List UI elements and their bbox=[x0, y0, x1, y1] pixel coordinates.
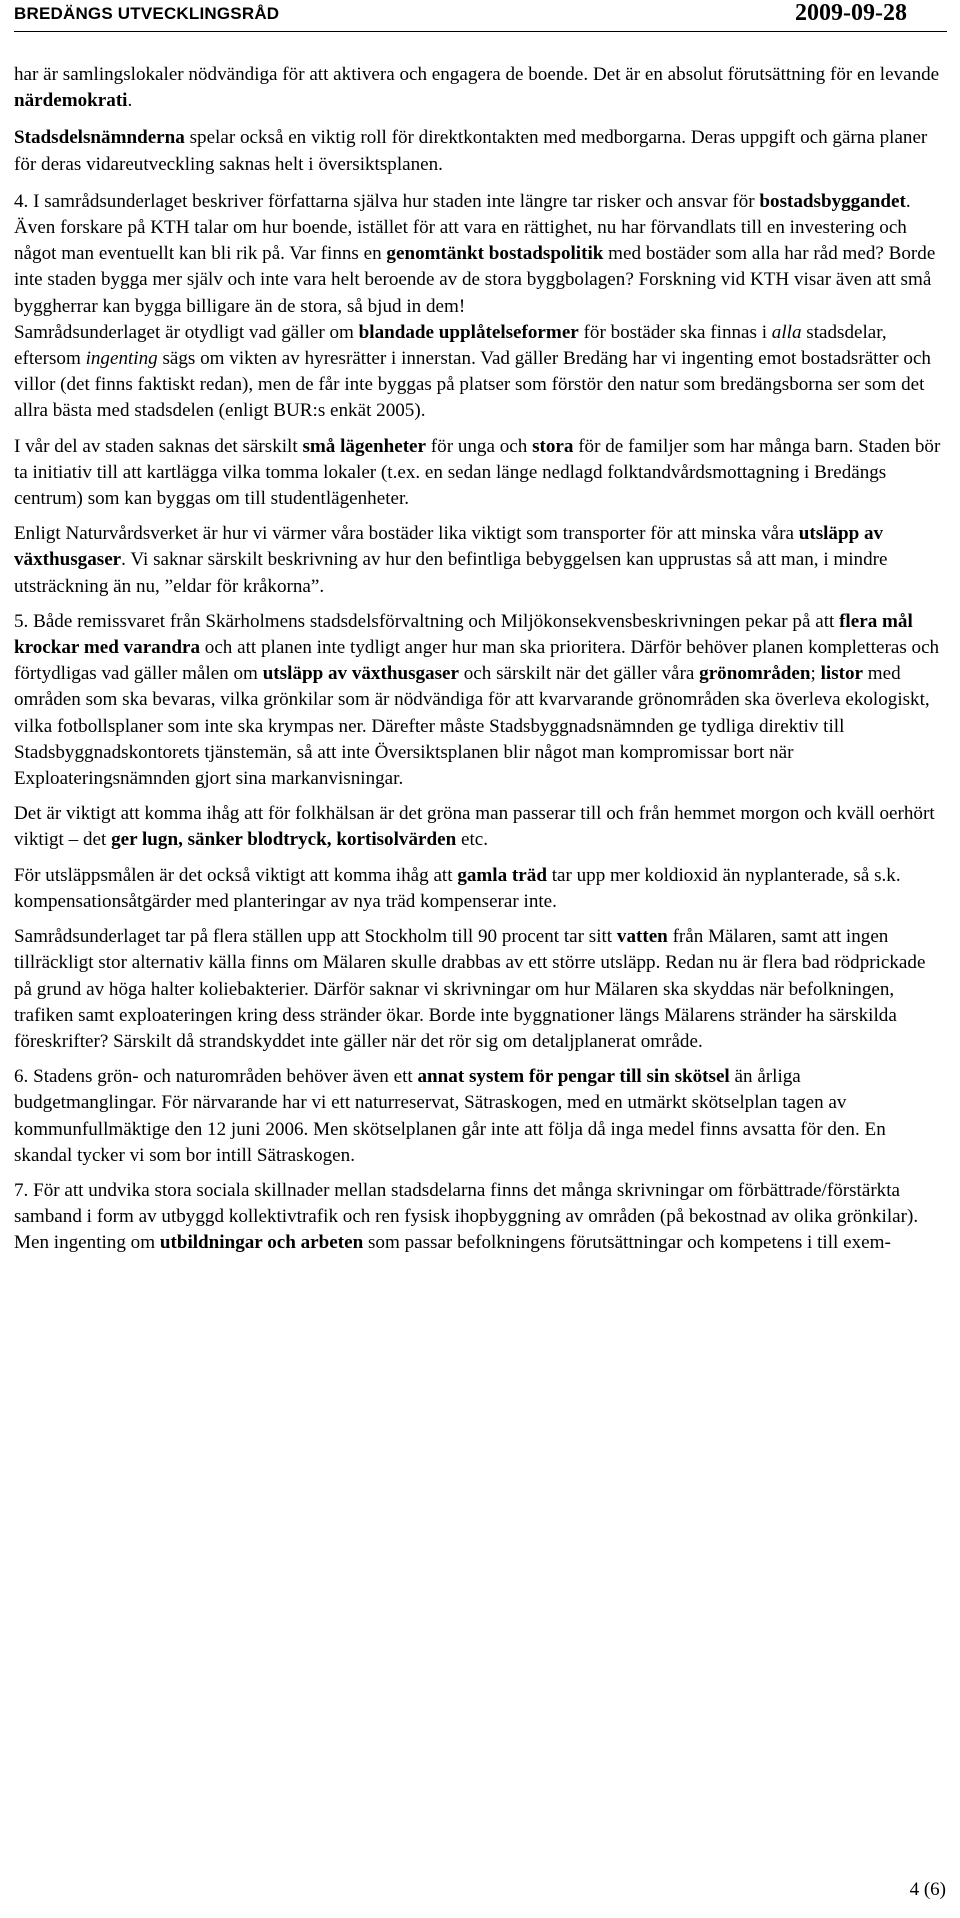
bold-text: utbildningar och arbeten bbox=[159, 1232, 364, 1254]
bold-text: utsläpp av växthusgaser bbox=[14, 523, 884, 571]
text-run: för de familjer som har många barn. Staden bör ta initiativ till att kartlägga vilka tomma lokaler (t.ex. en sedan länge nedlagd folktandvårdsmottagning i Bredängs centrum) som kan byggas om till studentlägenheter. bbox=[14, 435, 941, 510]
bold-text: grönområden bbox=[699, 663, 811, 685]
text-run: etc. bbox=[456, 829, 489, 851]
text-run: Samrådsunderlaget är otydligt vad gäller om bbox=[14, 321, 359, 343]
bold-text: blandade upplåtelseformer bbox=[358, 321, 579, 343]
text-run: . Även forskare på KTH talar om hur boende, istället för att vara en rättighet, nu har förvandlats till en investering och något man eventuellt kan bli rik på. Var finns en bbox=[14, 190, 911, 265]
text-run: för unga och bbox=[426, 435, 533, 457]
text-run: tar upp mer koldioxid än nyplanterade, så s.k. kompensationsåtgärder med planteringar av nya träd kompenserar inte. bbox=[14, 864, 901, 912]
text-run: sägs om vikten av hyresrätter i innerstan. Vad gäller Bredäng har vi ingenting emot bostadsrätter och villor (det finns faktiskt redan), men de får inte byggas på platser som förstör den natur som bredängsborna ser som det allra bästa med stadsdelen (enligt BUR:s enkät 2005). bbox=[14, 348, 931, 422]
bold-text: listor bbox=[820, 663, 864, 685]
bold-text: flera mål krockar med varandra bbox=[14, 610, 913, 659]
bold-text: annat system för pengar till sin skötsel bbox=[417, 1066, 730, 1088]
paragraph bbox=[14, 1064, 947, 1169]
paragraph bbox=[14, 189, 947, 320]
document-body bbox=[14, 62, 947, 1266]
text-run: Det är viktigt att komma ihåg att för folkhälsan är det gröna man passerar till och från hemmet morgon och kväll oerhört viktigt – det bbox=[14, 803, 935, 851]
paragraph bbox=[14, 125, 947, 177]
text-run: har är samlingslokaler nödvändiga för att aktivera och engagera de boende. Det är en absolut förutsättning för en levande bbox=[14, 64, 940, 85]
document-date: 2009-09-28 bbox=[795, 0, 907, 26]
text-run: 6. Stadens grön- och naturområden behöver även ett bbox=[14, 1066, 418, 1088]
text-run: än årliga budgetmanglingar. För närvarande har vi ett naturreservat, Sätraskogen, med en utmärkt skötselplan tagen av kommunfullmäktige den 12 juni 2006. Men skötselplanen går inte att följa då inga medel finns avsatta för den. En skandal tycker vi som bor intill Sätraskogen. bbox=[14, 1066, 886, 1166]
paragraph bbox=[14, 62, 947, 114]
bold-text: bostadsbyggandet bbox=[759, 190, 906, 212]
text-run: för bostäder ska finnas i bbox=[578, 321, 772, 343]
text-run: och särskilt när det gäller våra bbox=[458, 663, 700, 685]
bold-text: genomtänkt bostadspolitik bbox=[386, 243, 604, 265]
text-run: med områden som ska bevaras, vilka grönkilar som är nödvändiga för att kvarvarande grönområden ska överleva ekologiskt, vilka fotbollsplaner som inte ska krympas ner. Därefter måste Stadsbyggnadsnämnden ge tydliga direktiv till Stadsbyggnadskontorets tjänstemän, så att inte Översiktsplanen blir något man kompromissar bort när Exploateringsnämnden gjort sina markanvisningar. bbox=[14, 663, 930, 790]
bold-text: Stadsdelsnämnderna bbox=[14, 127, 185, 149]
paragraph bbox=[14, 924, 947, 1055]
text-run: För utsläppsmålen är det också viktigt att komma ihåg att bbox=[14, 864, 458, 886]
text-run: 5. Både remissvaret från Skärholmens stadsdelsförvaltning och Miljökonsekvensbeskrivningen pekar på att bbox=[14, 610, 840, 632]
paragraph bbox=[14, 434, 947, 513]
bold-text: gamla träd bbox=[457, 864, 547, 886]
text-run: från Mälaren, samt att ingen tillräckligt stor alternativ källa finns om Mälaren skulle drabbas av ett större utsläpp. Redan nu är flera bad rödprickade på grund av höga halter koliebakterier. Därför saknar vi skrivningar om hur Mälaren ska skyddas när befolkningen, trafiken samt exploateringen kring dess stränder ökar. Borde inte byggnationer längs Mälarens stränder ha särskilda föreskrifter? Särskilt då strandskyddet inte gäller när det rör sig om detaljplanerat område. bbox=[14, 926, 926, 1052]
text-run: Samrådsunderlaget tar på flera ställen upp att Stockholm till 90 procent tar sitt bbox=[14, 926, 617, 948]
text-run: . Vi saknar särskilt beskrivning av hur den befintliga bebyggelsen kan upprustas så att man, i mindre utsträckning än nu, ”eldar för kråkorna”. bbox=[14, 549, 888, 597]
bold-text: stora bbox=[532, 435, 574, 457]
bold-text: vatten bbox=[616, 926, 668, 948]
text-run: ; bbox=[810, 663, 821, 685]
paragraph bbox=[14, 801, 947, 853]
header-divider bbox=[14, 31, 947, 32]
text-run: med bostäder som alla har råd med? Borde inte staden bygga mer själv och inte vara helt beroende av de stora byggbolagen? Forskning vid KTH visar även att små byggherrar kan bygga billigare än de stora, så bjud in dem! bbox=[14, 243, 936, 317]
page-number: 4 (6) bbox=[909, 1879, 946, 1900]
text-run: och att planen inte tydligt anger hur man ska prioritera. Därför behöver planen kompletteras och förtydligas vad gäller målen om bbox=[14, 637, 940, 685]
text-run: som passar befolkningens förutsättningar och kompetens i till exem- bbox=[363, 1232, 891, 1254]
italic-text: ingenting bbox=[85, 348, 158, 370]
text-run: Enligt Naturvårdsverket är hur vi värmer våra bostäder lika viktigt som transporter för att minska våra bbox=[14, 523, 799, 545]
paragraph bbox=[14, 863, 947, 915]
text-run: stadsdelar, eftersom bbox=[14, 321, 887, 370]
text-run: I vår del av staden saknas det särskilt bbox=[14, 435, 303, 457]
bold-text: små lägenheter bbox=[302, 435, 427, 457]
bold-text: närdemokrati bbox=[14, 90, 128, 112]
text-run: spelar också en viktig roll för direktkontakten med medborgarna. Deras uppgift och gärna planer för deras vidareutveckling saknas helt i översiktsplanen. bbox=[14, 127, 928, 175]
text-run: . bbox=[127, 90, 133, 112]
page-header bbox=[14, 0, 947, 32]
paragraph bbox=[14, 320, 947, 425]
bold-text: ger lugn, sänker blodtryck, kortisolvärden bbox=[111, 829, 457, 851]
italic-text: alla bbox=[771, 321, 802, 343]
paragraph bbox=[14, 609, 947, 792]
text-run: 7. För att undvika stora sociala skillnader mellan stadsdelarna finns det många skrivningar om förbättrade/förstärkta samband i form av utbyggd kollektivtrafik och ren fysisk ihopbyggning av områden (på bekostnad av olika grönkilar). Men ingenting om bbox=[14, 1179, 919, 1254]
paragraph bbox=[14, 1178, 947, 1257]
text-run: 4. I samrådsunderlaget beskriver författarna själva hur staden inte längre tar risker och ansvar för bbox=[14, 190, 760, 212]
paragraph bbox=[14, 521, 947, 600]
bold-text: utsläpp av växthusgaser bbox=[262, 663, 459, 685]
organization-name: BREDÄNGS UTVECKLINGSRÅD bbox=[14, 4, 280, 23]
